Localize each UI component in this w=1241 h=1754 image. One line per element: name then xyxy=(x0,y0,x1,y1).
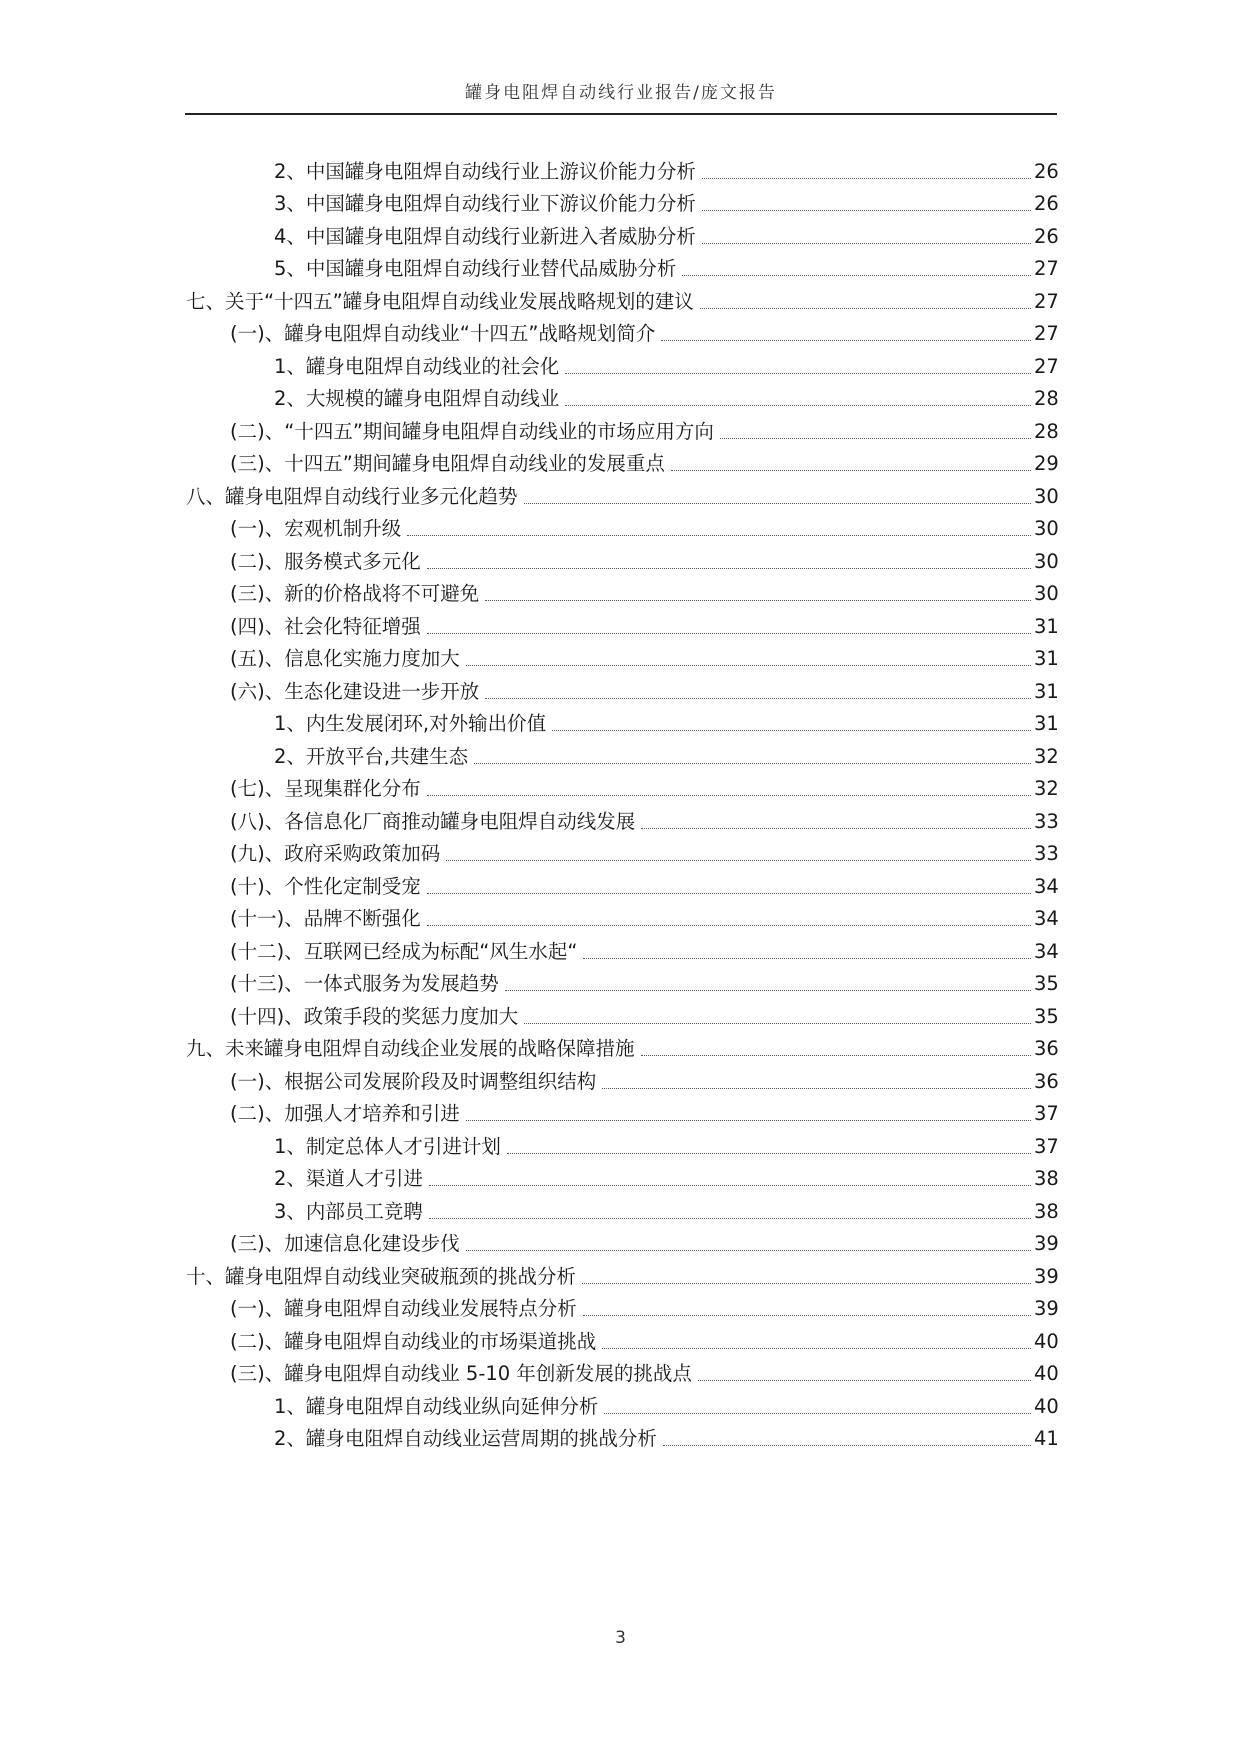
toc-entry-page: 39 xyxy=(1034,1264,1059,1288)
toc-entry-title: (九)、政府采购政策加码 xyxy=(230,842,441,865)
toc-entry-title: (五)、信息化实施力度加大 xyxy=(230,647,460,670)
toc-entry[interactable] xyxy=(186,639,1058,672)
toc-entry-page: 31 xyxy=(1034,647,1059,670)
toc-entry[interactable] xyxy=(186,866,1058,899)
toc-entry-title: (八)、各信息化厂商推动罐身电阻焊自动线发展 xyxy=(230,809,636,833)
toc-entry-page: 40 xyxy=(1034,1394,1059,1418)
toc-entry-page: 40 xyxy=(1034,1362,1059,1385)
toc-entry-title: (二)、服务模式多元化 xyxy=(230,549,421,573)
running-header: 罐身电阻焊自动线行业报告/庞文报告 xyxy=(465,83,777,103)
toc-dot-leader xyxy=(641,828,1031,829)
toc-entry-title: 1、内生发展闭环,对外输出价值 xyxy=(274,712,547,735)
toc-entry[interactable] xyxy=(186,801,1058,834)
toc-entry-page: 40 xyxy=(1034,1329,1059,1353)
toc-entry-page: 26 xyxy=(1034,224,1059,248)
toc-entry[interactable] xyxy=(186,1029,1058,1062)
toc-dot-leader xyxy=(427,568,1031,569)
toc-dot-leader xyxy=(565,373,1031,374)
toc-entry-page: 28 xyxy=(1034,419,1059,443)
toc-entry-page: 36 xyxy=(1034,1037,1059,1060)
toc-dot-leader xyxy=(663,1445,1031,1446)
toc-entry[interactable] xyxy=(186,606,1058,639)
toc-entry[interactable] xyxy=(186,1159,1058,1192)
toc-entry-page: 30 xyxy=(1034,582,1059,605)
toc-entry[interactable] xyxy=(186,1191,1058,1224)
toc-dot-leader xyxy=(702,210,1031,211)
toc-entry[interactable] xyxy=(186,281,1058,314)
toc-dot-leader xyxy=(474,763,1031,764)
toc-entry[interactable] xyxy=(186,899,1058,932)
toc-entry-page: 27 xyxy=(1034,257,1059,280)
toc-entry-title: 十、罐身电阻焊自动线业突破瓶颈的挑战分析 xyxy=(186,1264,577,1288)
toc-dot-leader xyxy=(485,600,1031,601)
toc-entry-title: 4、中国罐身电阻焊自动线行业新进入者威胁分析 xyxy=(274,224,696,248)
toc-entry-title: 九、未来罐身电阻焊自动线企业发展的战略保障措施 xyxy=(186,1037,635,1060)
toc-entry[interactable] xyxy=(186,1256,1058,1289)
toc-entry-title: (十四)、政策手段的奖惩力度加大 xyxy=(230,1004,519,1028)
toc-entry[interactable] xyxy=(186,509,1058,542)
toc-entry[interactable] xyxy=(186,476,1058,509)
toc-entry-page: 32 xyxy=(1034,777,1059,800)
toc-entry[interactable] xyxy=(186,444,1058,477)
toc-entry-page: 33 xyxy=(1034,842,1059,865)
toc-entry-title: (一)、罐身电阻焊自动线业发展特点分析 xyxy=(230,1297,577,1320)
toc-entry[interactable] xyxy=(186,574,1058,607)
toc-entry[interactable] xyxy=(186,704,1058,737)
toc-entry-title: (一)、宏观机制升级 xyxy=(230,517,402,540)
toc-entry-title: (十)、个性化定制受宠 xyxy=(230,874,421,898)
toc-entry-title: (三)、加速信息化建设步伐 xyxy=(230,1232,460,1255)
toc-entry[interactable] xyxy=(186,411,1058,444)
toc-dot-leader xyxy=(552,730,1031,731)
toc-dot-leader xyxy=(602,1348,1031,1349)
toc-entry[interactable] xyxy=(186,736,1058,769)
table-of-contents xyxy=(186,151,1058,1451)
toc-entry[interactable] xyxy=(186,249,1058,282)
toc-entry-title: 1、罐身电阻焊自动线业的社会化 xyxy=(274,354,560,378)
toc-entry[interactable] xyxy=(186,184,1058,217)
toc-entry[interactable] xyxy=(186,769,1058,802)
toc-entry-page: 41 xyxy=(1034,1427,1059,1450)
toc-entry[interactable] xyxy=(186,346,1058,379)
toc-entry-title: 七、关于“十四五”罐身电阻焊自动线业发展战略规划的建议 xyxy=(186,289,694,313)
toc-entry-page: 31 xyxy=(1034,712,1059,735)
toc-entry[interactable] xyxy=(186,996,1058,1029)
toc-dot-leader xyxy=(583,1315,1031,1316)
toc-dot-leader xyxy=(671,470,1031,471)
toc-entry-title: (三)、罐身电阻焊自动线业 5-10 年创新发展的挑战点 xyxy=(230,1362,692,1385)
toc-entry-page: 27 xyxy=(1034,289,1059,313)
toc-entry[interactable] xyxy=(186,314,1058,347)
toc-entry-page: 30 xyxy=(1034,484,1059,508)
toc-dot-leader xyxy=(700,308,1031,309)
toc-entry[interactable] xyxy=(186,151,1058,184)
toc-entry-title: (二)、加强人才培养和引进 xyxy=(230,1102,460,1125)
toc-entry[interactable] xyxy=(186,1419,1058,1452)
toc-entry-page: 27 xyxy=(1034,322,1059,345)
toc-dot-leader xyxy=(565,405,1031,406)
toc-entry-title: (一)、罐身电阻焊自动线业“十四五”战略规划简介 xyxy=(230,322,656,345)
toc-dot-leader xyxy=(427,925,1031,926)
toc-dot-leader xyxy=(507,1153,1031,1154)
toc-entry-page: 32 xyxy=(1034,744,1059,768)
toc-entry[interactable] xyxy=(186,931,1058,964)
toc-entry-page: 38 xyxy=(1034,1167,1059,1190)
toc-entry-title: (四)、社会化特征增强 xyxy=(230,614,421,638)
toc-entry-title: 3、中国罐身电阻焊自动线行业下游议价能力分析 xyxy=(274,192,696,215)
toc-dot-leader xyxy=(524,503,1031,504)
toc-dot-leader xyxy=(407,535,1031,536)
toc-entry-page: 30 xyxy=(1034,517,1059,540)
toc-dot-leader xyxy=(524,1023,1031,1024)
toc-entry-page: 36 xyxy=(1034,1069,1059,1093)
toc-dot-leader xyxy=(604,1413,1031,1414)
toc-entry-page: 26 xyxy=(1034,192,1059,215)
toc-entry-title: 1、制定总体人才引进计划 xyxy=(274,1134,501,1158)
toc-entry-title: (三)、十四五”期间罐身电阻焊自动线业的发展重点 xyxy=(230,452,665,475)
toc-entry-page: 37 xyxy=(1034,1102,1059,1125)
toc-entry-page: 34 xyxy=(1034,907,1059,930)
toc-entry-page: 31 xyxy=(1034,614,1059,638)
toc-dot-leader xyxy=(429,1185,1031,1186)
toc-entry-title: (十二)、互联网已经成为标配“风生水起“ xyxy=(230,939,578,963)
toc-entry[interactable] xyxy=(186,1386,1058,1419)
toc-entry-page: 29 xyxy=(1034,452,1059,475)
toc-dot-leader xyxy=(427,795,1031,796)
toc-dot-leader xyxy=(466,1120,1031,1121)
toc-dot-leader xyxy=(583,958,1031,959)
toc-dot-leader xyxy=(429,1218,1031,1219)
toc-dot-leader xyxy=(641,1055,1031,1056)
toc-entry-title: (六)、生态化建设进一步开放 xyxy=(230,679,480,703)
toc-entry-page: 28 xyxy=(1034,387,1059,410)
toc-dot-leader xyxy=(427,893,1031,894)
toc-entry-page: 33 xyxy=(1034,809,1059,833)
toc-entry[interactable] xyxy=(186,1289,1058,1322)
toc-dot-leader xyxy=(505,990,1031,991)
toc-entry-title: 八、罐身电阻焊自动线行业多元化趋势 xyxy=(186,484,518,508)
toc-entry-title: 1、罐身电阻焊自动线业纵向延伸分析 xyxy=(274,1394,599,1418)
toc-entry[interactable] xyxy=(186,671,1058,704)
toc-entry-title: 3、内部员工竞聘 xyxy=(274,1199,423,1223)
toc-entry-page: 37 xyxy=(1034,1134,1059,1158)
toc-entry-page: 35 xyxy=(1034,1004,1059,1028)
toc-entry[interactable] xyxy=(186,216,1058,249)
toc-entry-title: 2、大规模的罐身电阻焊自动线业 xyxy=(274,387,560,410)
toc-entry-title: (二)、“十四五”期间罐身电阻焊自动线业的市场应用方向 xyxy=(230,419,714,443)
toc-dot-leader xyxy=(702,178,1031,179)
toc-entry[interactable] xyxy=(186,1321,1058,1354)
toc-dot-leader xyxy=(446,860,1031,861)
toc-entry-page: 30 xyxy=(1034,549,1059,573)
toc-entry[interactable] xyxy=(186,1224,1058,1257)
toc-entry-title: (十三)、一体式服务为发展趋势 xyxy=(230,972,499,995)
toc-entry-page: 39 xyxy=(1034,1232,1059,1255)
toc-dot-leader xyxy=(427,633,1031,634)
toc-entry[interactable] xyxy=(186,541,1058,574)
toc-entry-title: (三)、新的价格战将不可避免 xyxy=(230,582,480,605)
toc-entry-title: 2、渠道人才引进 xyxy=(274,1167,423,1190)
toc-entry[interactable] xyxy=(186,1061,1058,1094)
toc-entry-page: 31 xyxy=(1034,679,1059,703)
toc-entry-page: 38 xyxy=(1034,1199,1059,1223)
toc-dot-leader xyxy=(466,1250,1031,1251)
toc-entry-page: 34 xyxy=(1034,874,1059,898)
toc-dot-leader xyxy=(582,1283,1031,1284)
toc-entry-page: 34 xyxy=(1034,939,1059,963)
toc-entry-title: (二)、罐身电阻焊自动线业的市场渠道挑战 xyxy=(230,1329,597,1353)
toc-dot-leader xyxy=(702,243,1031,244)
toc-dot-leader xyxy=(466,665,1031,666)
toc-entry-title: 2、罐身电阻焊自动线业运营周期的挑战分析 xyxy=(274,1427,657,1450)
toc-entry-page: 39 xyxy=(1034,1297,1059,1320)
toc-entry-title: 2、开放平台,共建生态 xyxy=(274,744,469,768)
toc-dot-leader xyxy=(682,275,1031,276)
toc-entry-title: 5、中国罐身电阻焊自动线行业替代品威胁分析 xyxy=(274,257,677,280)
toc-entry[interactable] xyxy=(186,1354,1058,1387)
toc-entry[interactable] xyxy=(186,834,1058,867)
toc-dot-leader xyxy=(602,1088,1031,1089)
toc-dot-leader xyxy=(720,438,1031,439)
toc-entry-title: (十一)、品牌不断强化 xyxy=(230,907,421,930)
toc-entry-title: (一)、根据公司发展阶段及时调整组织结构 xyxy=(230,1069,597,1093)
toc-entry-page: 35 xyxy=(1034,972,1059,995)
toc-entry-title: 2、中国罐身电阻焊自动线行业上游议价能力分析 xyxy=(274,159,696,183)
toc-entry[interactable] xyxy=(186,964,1058,997)
toc-entry-page: 27 xyxy=(1034,354,1059,378)
toc-entry-page: 26 xyxy=(1034,159,1059,183)
toc-dot-leader xyxy=(661,340,1031,341)
toc-dot-leader xyxy=(698,1380,1031,1381)
header-rule xyxy=(185,113,1057,115)
toc-entry[interactable] xyxy=(186,1126,1058,1159)
toc-entry[interactable] xyxy=(186,379,1058,412)
page-number: 3 xyxy=(615,1628,626,1648)
toc-dot-leader xyxy=(485,698,1031,699)
toc-entry[interactable] xyxy=(186,1094,1058,1127)
toc-entry-title: (七)、呈现集群化分布 xyxy=(230,777,421,800)
